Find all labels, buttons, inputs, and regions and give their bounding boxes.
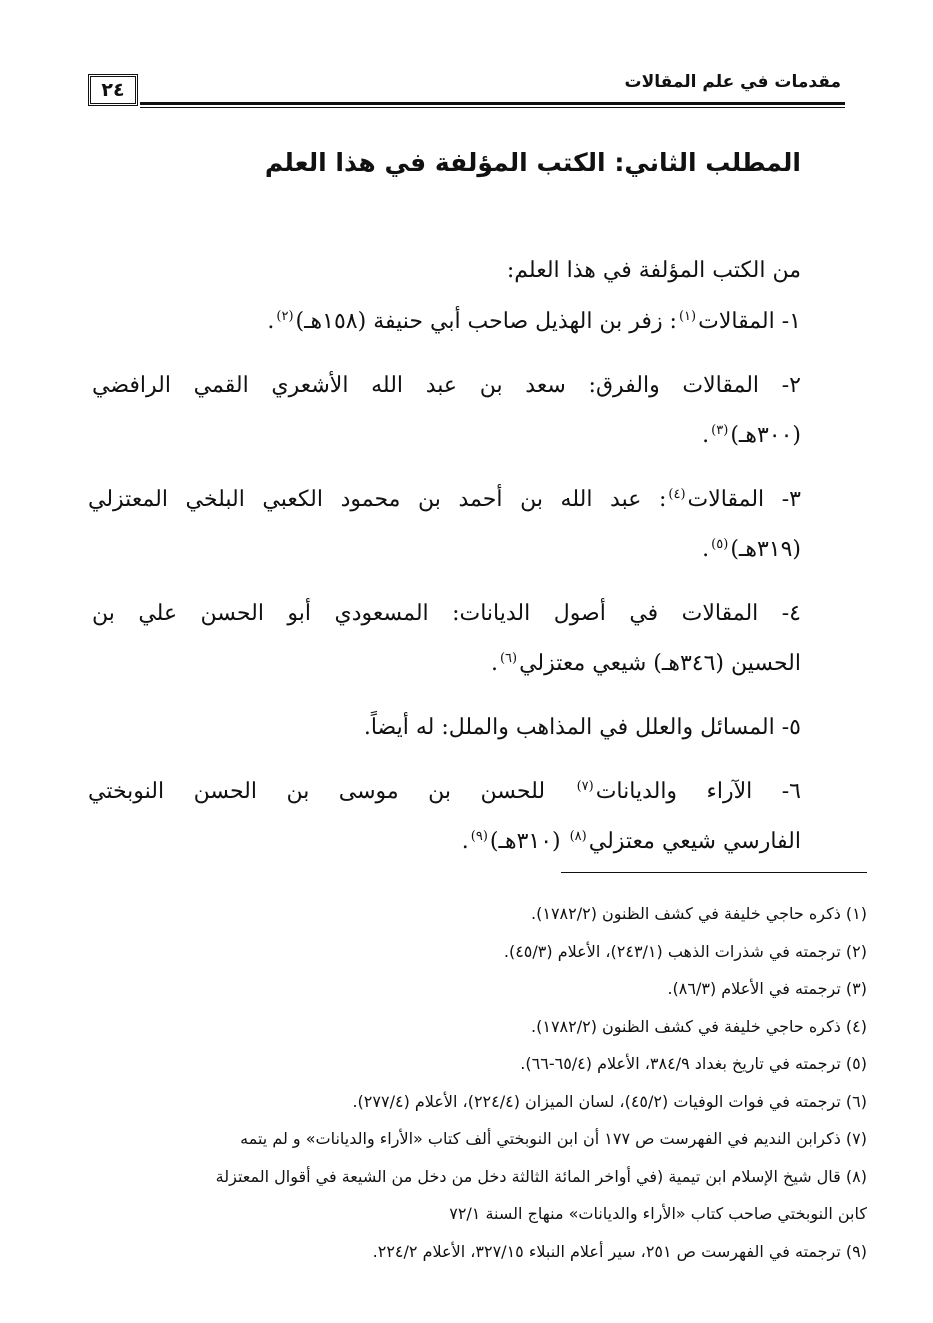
footnote-marker: (١)	[678, 308, 697, 324]
footnote: (١) ذكره حاجي خليفة في كشف الظنون (١٧٨٢/٢).	[531, 904, 867, 923]
book-list-item	[84, 475, 801, 575]
text-segment: .	[490, 651, 498, 676]
page-number: ٢٤	[88, 74, 138, 106]
footnote: (٦) ترجمته في فوات الوفيات (٤٥/٢)، لسان الميزان (٢٢٤/٤)، الأعلام (٢٧٧/٤).	[352, 1091, 867, 1111]
book-list-line	[84, 475, 801, 525]
text-segment: (٣١٠هـ)	[489, 829, 568, 854]
text-segment: الفارسي شيعي معتزلي	[588, 829, 801, 854]
footnote: (٧) ذكرابن النديم في الفهرست ص ١٧٧ أن ابن النوبختي ألف كتاب «الأراء والديانات» و لم يتمه	[240, 1129, 867, 1148]
section-heading: المطلب الثاني: الكتب المؤلفة في هذا العلم	[264, 148, 801, 177]
book-list-line	[84, 411, 801, 461]
text-segment: ٢- المقالات والفرق: سعد بن عبد الله الأشعري القمي الرافضي	[92, 373, 801, 398]
running-title: مقدمات في علم المقالات	[624, 72, 841, 92]
header-rule	[140, 102, 845, 105]
intro-paragraph: من الكتب المؤلفة في هذا العلم:	[506, 258, 801, 283]
book-list-item	[84, 589, 801, 689]
book-list-line	[84, 297, 801, 347]
text-segment: الحسين (٣٤٦هـ) شيعي معتزلي	[519, 651, 801, 676]
book-list-item	[84, 361, 801, 461]
book-list-item	[84, 767, 801, 867]
book-list-line	[84, 703, 801, 753]
footnote-marker: (٢)	[276, 308, 294, 324]
footnote-marker: (٩)	[470, 828, 488, 844]
footnote-separator	[561, 872, 867, 873]
footnote-marker: (٣)	[711, 422, 729, 438]
footnote: (٥) ترجمته في تاريخ بغداد ٣٨٤/٩، الأعلام (٦٥/٤-٦٦).	[520, 1054, 867, 1073]
footnote-marker: (٤)	[668, 486, 686, 502]
footnote: (٣) ترجمته في الأعلام (٨٦/٣).	[667, 979, 867, 998]
footnote: (٩) ترجمته في الفهرست ص ٢٥١، سير أعلام النبلاء ٣٢٧/١٥، الأعلام ٢٢٤/٢.	[372, 1241, 867, 1261]
footnote-marker: (٧)	[576, 778, 594, 794]
text-segment: .	[702, 537, 710, 562]
text-segment: .	[267, 309, 275, 334]
book-list-line	[84, 817, 801, 867]
text-segment: ٦- الآراء والديانات	[595, 779, 801, 804]
footnote-marker: (٦)	[499, 650, 518, 666]
book-list-line	[84, 767, 801, 817]
text-segment: ٣- المقالات	[687, 487, 801, 512]
footnote-continuation: كابن النوبختي صاحب كتاب «الأراء والديانات» منهاج السنة ٧٢/١	[449, 1204, 867, 1223]
text-segment: : زفر بن الهذيل صاحب أبي حنيفة (١٥٨هـ)	[295, 309, 677, 334]
text-segment: .	[461, 829, 469, 854]
footnote: (٢) ترجمته في شذرات الذهب (٢٤٣/١)، الأعلام (٤٥/٣).	[503, 941, 867, 961]
book-list-item	[84, 297, 801, 347]
text-segment: ٤- المقالات في أصول الديانات: المسعودي أبو الحسن علي بن	[92, 601, 801, 626]
text-segment: للحسن بن موسى بن الحسن النوبختي	[88, 779, 575, 804]
header-rule-thin	[140, 107, 845, 108]
book-list	[84, 297, 801, 867]
text-segment: (٣١٩هـ)	[730, 537, 801, 562]
text-segment: : عبد الله بن أحمد بن محمود الكعبي البلخي المعتزلي	[88, 487, 667, 512]
book-list-line	[84, 525, 801, 575]
text-segment: .	[702, 423, 710, 448]
book-list-item	[84, 703, 801, 753]
footnote-marker: (٨)	[569, 828, 587, 844]
footnote: (٨) قال شيخ الإسلام ابن تيمية (في أواخر المائة الثالثة دخل من دخل من الشيعة في أقوال المعتزلة	[215, 1166, 867, 1186]
book-list-line	[84, 361, 801, 411]
footnotes	[92, 895, 867, 1270]
footnote-marker: (٥)	[711, 536, 729, 552]
book-list-line	[84, 589, 801, 639]
text-segment: (٣٠٠هـ)	[730, 423, 801, 448]
text-segment: ٥- المسائل والعلل في المذاهب والملل: له أيضاً.	[363, 715, 801, 740]
text-segment: ١- المقالات	[698, 309, 801, 334]
footnote: (٤) ذكره حاجي خليفة في كشف الظنون (١٧٨٢/٢).	[531, 1016, 867, 1036]
book-list-line	[84, 639, 801, 689]
body-text	[84, 255, 801, 881]
